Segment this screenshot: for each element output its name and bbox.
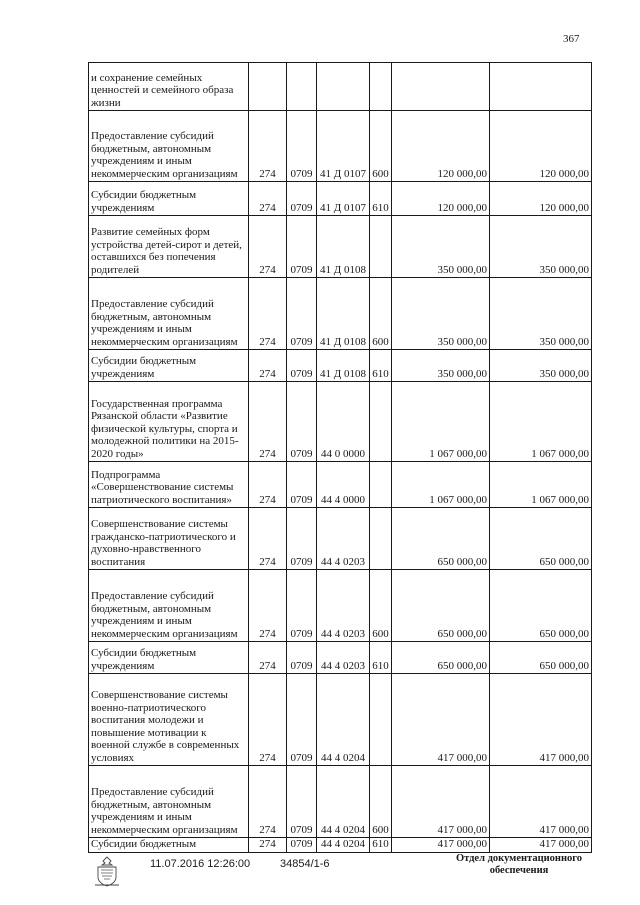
row-sum-1: 650 000,00 [392, 570, 490, 642]
row-target-code: 44 4 0203 [317, 508, 370, 570]
row-section-code: 0709 [287, 766, 317, 838]
row-expense-type [370, 216, 392, 278]
row-target-code: 44 4 0204 [317, 838, 370, 853]
row-section-code: 0709 [287, 838, 317, 853]
row-section-code: 0709 [287, 674, 317, 766]
row-name: Подпрограмма «Совершенствование системы патриотического воспитания» [89, 462, 249, 508]
coat-of-arms-icon [92, 855, 122, 887]
row-expense-type: 610 [370, 642, 392, 674]
row-name: и сохранение семейных ценностей и семейного образа жизни [89, 63, 249, 111]
row-target-code: 41 Д 0108 [317, 278, 370, 350]
row-sum-1: 120 000,00 [392, 111, 490, 182]
row-ved-code [249, 63, 287, 111]
row-section-code: 0709 [287, 278, 317, 350]
row-name: Предоставление субсидий бюджетным, автономным учреждениям и иным некоммерческим организациям [89, 278, 249, 350]
stamp-datetime: 11.07.2016 12:26:00 [150, 858, 251, 870]
row-section-code: 0709 [287, 642, 317, 674]
row-sum-1: 1 067 000,00 [392, 382, 490, 462]
row-sum-1: 417 000,00 [392, 674, 490, 766]
row-ved-code: 274 [249, 462, 287, 508]
row-expense-type: 600 [370, 570, 392, 642]
row-sum-1: 417 000,00 [392, 838, 490, 853]
stamp-document-number: 34854/1-6 [280, 858, 330, 870]
table-row [89, 766, 592, 838]
row-section-code: 0709 [287, 350, 317, 382]
row-ved-code: 274 [249, 216, 287, 278]
row-target-code: 41 Д 0107 [317, 111, 370, 182]
row-ved-code: 274 [249, 182, 287, 216]
table-row [89, 182, 592, 216]
row-sum-2: 350 000,00 [490, 278, 592, 350]
table-row [89, 838, 592, 853]
table-row [89, 350, 592, 382]
row-target-code: 41 Д 0107 [317, 182, 370, 216]
row-name: Государственная программа Рязанской области «Развитие физической культуры, спорта и молодежной политики на 2015-2020 годы» [89, 382, 249, 462]
row-ved-code: 274 [249, 382, 287, 462]
row-sum-1: 650 000,00 [392, 642, 490, 674]
row-sum-2: 417 000,00 [490, 766, 592, 838]
row-name: Совершенствование системы гражданско-патриотического и духовно-нравственного воспитания [89, 508, 249, 570]
row-name: Совершенствование системы военно-патриотического воспитания молодежи и повышение мотивации к военной службе в современных условиях [89, 674, 249, 766]
row-sum-1: 417 000,00 [392, 766, 490, 838]
row-target-code: 44 4 0203 [317, 570, 370, 642]
row-sum-1: 350 000,00 [392, 278, 490, 350]
table-row [89, 111, 592, 182]
row-sum-2: 1 067 000,00 [490, 382, 592, 462]
row-section-code: 0709 [287, 462, 317, 508]
row-sum-2: 650 000,00 [490, 642, 592, 674]
row-expense-type: 610 [370, 182, 392, 216]
row-sum-2: 650 000,00 [490, 570, 592, 642]
row-sum-2: 120 000,00 [490, 111, 592, 182]
row-name: Субсидии бюджетным [89, 838, 249, 853]
row-expense-type: 610 [370, 838, 392, 853]
row-sum-2: 350 000,00 [490, 216, 592, 278]
table-row [89, 570, 592, 642]
row-sum-2: 417 000,00 [490, 838, 592, 853]
row-name: Предоставление субсидий бюджетным, автономным учреждениям и иным некоммерческим организациям [89, 766, 249, 838]
row-target-code: 44 4 0000 [317, 462, 370, 508]
row-name: Предоставление субсидий бюджетным, автономным учреждениям и иным некоммерческим организациям [89, 111, 249, 182]
row-target-code: 41 Д 0108 [317, 350, 370, 382]
row-ved-code: 274 [249, 350, 287, 382]
row-section-code: 0709 [287, 216, 317, 278]
table-row [89, 642, 592, 674]
row-name: Субсидии бюджетным учреждениям [89, 350, 249, 382]
row-target-code: 41 Д 0108 [317, 216, 370, 278]
row-name: Субсидии бюджетным учреждениям [89, 182, 249, 216]
row-expense-type: 610 [370, 350, 392, 382]
row-expense-type [370, 382, 392, 462]
row-sum-1: 1 067 000,00 [392, 462, 490, 508]
row-section-code: 0709 [287, 570, 317, 642]
row-sum-2 [490, 63, 592, 111]
row-ved-code: 274 [249, 570, 287, 642]
row-sum-1: 350 000,00 [392, 216, 490, 278]
row-sum-2: 1 067 000,00 [490, 462, 592, 508]
row-expense-type [370, 674, 392, 766]
row-sum-2: 350 000,00 [490, 350, 592, 382]
row-target-code: 44 0 0000 [317, 382, 370, 462]
budget-table [88, 62, 592, 853]
row-ved-code: 274 [249, 766, 287, 838]
row-ved-code: 274 [249, 111, 287, 182]
row-expense-type [370, 462, 392, 508]
row-ved-code: 274 [249, 674, 287, 766]
row-sum-1: 350 000,00 [392, 350, 490, 382]
row-target-code: 44 4 0204 [317, 674, 370, 766]
row-ved-code: 274 [249, 278, 287, 350]
row-section-code: 0709 [287, 111, 317, 182]
row-target-code: 44 4 0203 [317, 642, 370, 674]
row-section-code [287, 63, 317, 111]
page-footer [0, 855, 640, 895]
row-sum-2: 417 000,00 [490, 674, 592, 766]
row-expense-type: 600 [370, 766, 392, 838]
row-sum-2: 650 000,00 [490, 508, 592, 570]
row-expense-type [370, 508, 392, 570]
row-name: Предоставление субсидий бюджетным, автономным учреждениям и иным некоммерческим организациям [89, 570, 249, 642]
row-section-code: 0709 [287, 182, 317, 216]
table-row [89, 278, 592, 350]
row-sum-1: 650 000,00 [392, 508, 490, 570]
row-expense-type: 600 [370, 111, 392, 182]
row-expense-type [370, 63, 392, 111]
table-row [89, 462, 592, 508]
row-expense-type: 600 [370, 278, 392, 350]
row-target-code [317, 63, 370, 111]
row-section-code: 0709 [287, 508, 317, 570]
table-row [89, 674, 592, 766]
row-section-code: 0709 [287, 382, 317, 462]
row-name: Развитие семейных форм устройства детей-сирот и детей, оставшихся без попечения родителей [89, 216, 249, 278]
row-ved-code: 274 [249, 642, 287, 674]
page-number: 367 [563, 33, 580, 45]
table-row [89, 216, 592, 278]
table-row [89, 63, 592, 111]
row-target-code: 44 4 0204 [317, 766, 370, 838]
table-row [89, 382, 592, 462]
row-ved-code: 274 [249, 838, 287, 853]
row-name: Субсидии бюджетным учреждениям [89, 642, 249, 674]
row-sum-1 [392, 63, 490, 111]
row-sum-2: 120 000,00 [490, 182, 592, 216]
row-sum-1: 120 000,00 [392, 182, 490, 216]
row-ved-code: 274 [249, 508, 287, 570]
department-name: Отдел документационного обеспечения [455, 853, 583, 876]
table-row [89, 508, 592, 570]
